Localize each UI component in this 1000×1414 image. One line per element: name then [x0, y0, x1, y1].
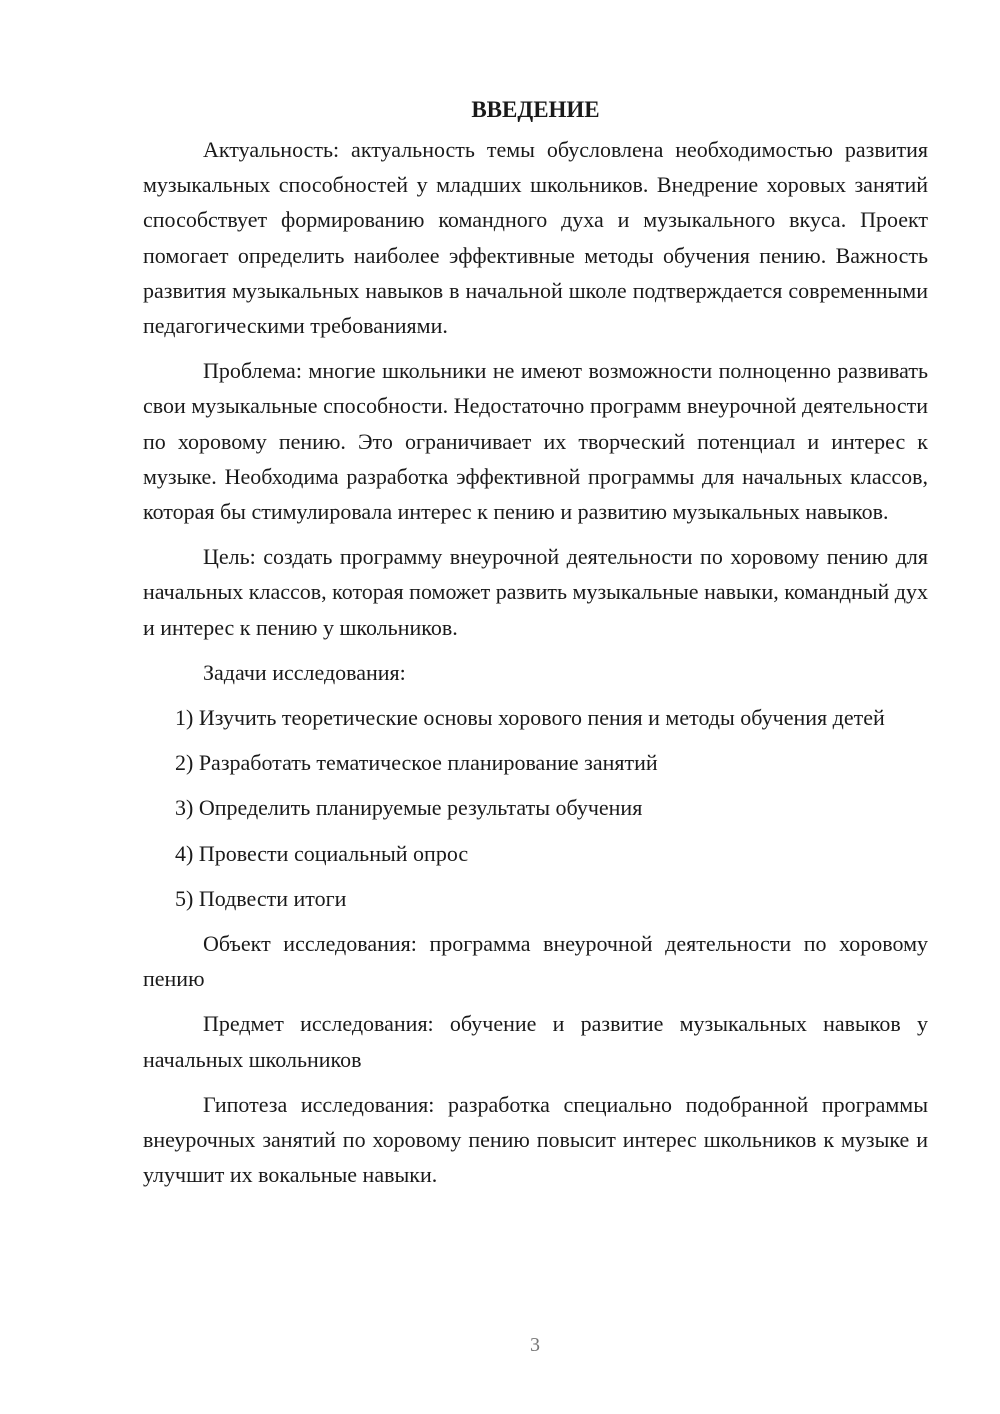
problem-paragraph: Проблема: многие школьники не имеют возможности полноценно развивать свои музыкальные способности. Недостаточно программ внеурочной деятельности по хоровому пению. Это ограничивает их творческий потенциал и интерес к музыке. Необходима разработка эффективной программы для начальных классов, которая бы стимулировала интерес к пению и развитию музыкальных навыков. — [143, 358, 928, 525]
task-item: 2) Разработать тематическое планирование занятий — [175, 750, 658, 776]
subject-paragraph: Предмет исследования: обучение и развитие музыкальных навыков у начальных школьников — [143, 1011, 928, 1072]
section-title: ВВЕДЕНИЕ — [471, 97, 600, 122]
page-number: 3 — [530, 1334, 540, 1356]
hypothesis-paragraph: Гипотеза исследования: разработка специально подобранной программы внеурочных занятий по хоровому пению повысит интерес школьников к музыке и улучшит их вокальные навыки. — [143, 1091, 928, 1188]
task-item: 3) Определить планируемые результаты обучения — [175, 795, 643, 821]
relevance-paragraph: Актуальность: актуальность темы обусловлена необходимостью развития музыкальных способностей у младших школьников. Внедрение хоровых занятий способствует формированию командного духа и музыкального вкуса. Проект помогает определить наиболее эффективные методы обучения пению. Важность развития музыкальных навыков в начальной школе подтверждается современными педагогическими требованиями. — [143, 137, 928, 339]
document-page — [143, 92, 928, 1202]
object-paragraph: Объект исследования: программа внеурочной деятельности по хоровому пению — [143, 931, 928, 992]
task-item: 4) Провести социальный опрос — [175, 840, 469, 866]
tasks-heading: Задачи исследования: — [203, 659, 406, 685]
goal-paragraph: Цель: создать программу внеурочной деятельности по хоровому пению для начальных классов, которая поможет развить музыкальные навыки, командный дух и интерес к пению у школьников. — [143, 544, 928, 640]
task-item: 1) Изучить теоретические основы хорового пения и методы обучения детей — [175, 705, 885, 731]
task-item: 5) Подвести итоги — [175, 885, 347, 911]
